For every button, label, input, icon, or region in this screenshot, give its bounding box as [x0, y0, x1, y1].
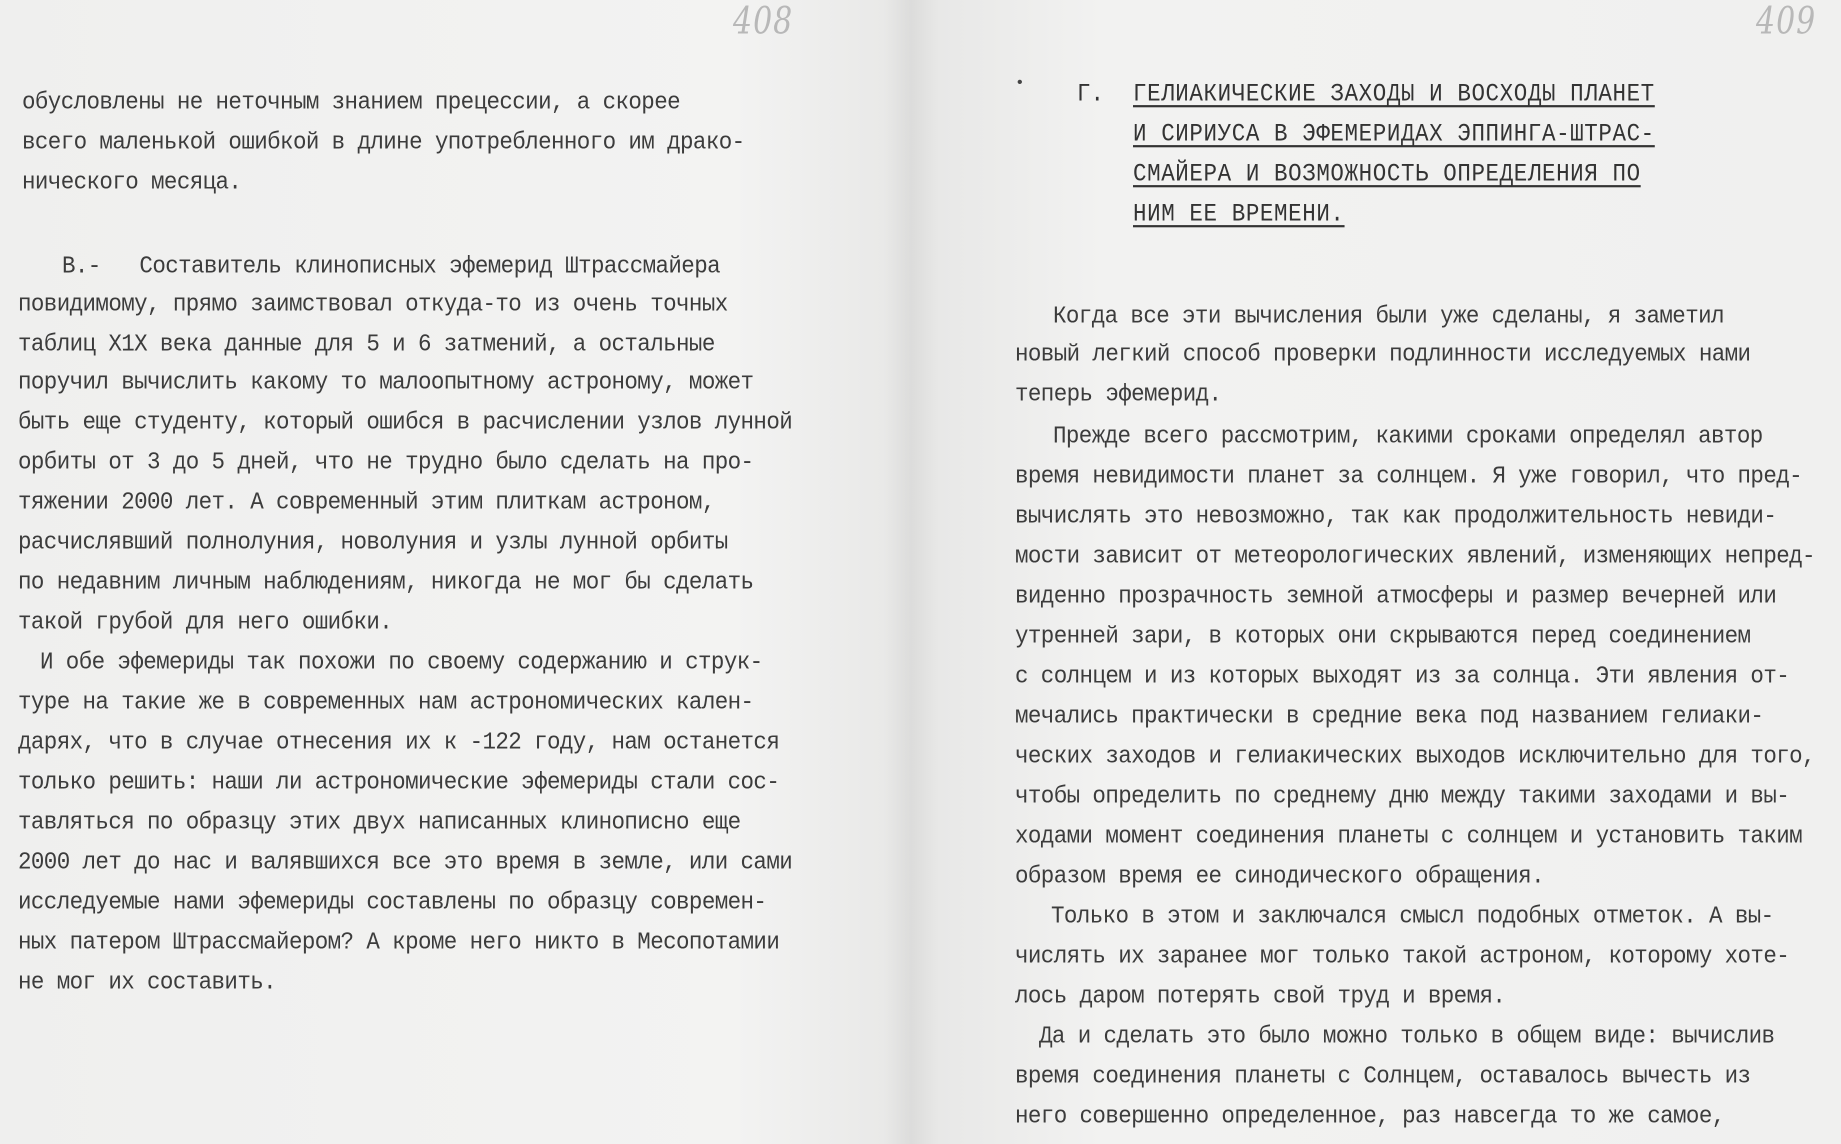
text-line: числять их заранее мог только такой астроном, которому хоте-	[1015, 941, 1790, 970]
text-line: Да и сделать это было можно только в общем виде: вычислив	[1039, 1021, 1775, 1050]
text-line: ходами момент соединения планеты с солнцем и установить таким	[1015, 821, 1803, 850]
text-line: не мог их составить.	[18, 967, 277, 996]
text-line: быть еще студенту, который ошибся в расчислении узлов лунной	[18, 407, 793, 436]
page-number-left: 408	[733, 0, 794, 44]
text-line: Прежде всего рассмотрим, какими сроками определял автор	[1053, 421, 1763, 450]
page-number-right: 409	[1756, 0, 1817, 44]
text-line: ческих заходов и гелиакических выходов исключительно для того,	[1015, 741, 1815, 770]
text-line: таблиц X1X века данные для 5 и 6 затмений, а остальные	[18, 329, 715, 358]
text-line: с солнцем и из которых выходят из за солнца. Эти явления от-	[1015, 661, 1790, 690]
margin-mark: •	[1015, 74, 1025, 92]
section-heading-line: И СИРИУСА В ЭФЕМЕРИДАХ ЭППИНГА-ШТРАС-	[1133, 119, 1655, 149]
text-line: 2000 лет до нас и валявшихся все это время в земле, или сами	[18, 847, 793, 876]
text-line: мости зависит от метеорологических явлений, изменяющих непред-	[1015, 541, 1815, 570]
section-heading-line: НИМ ЕЕ ВРЕМЕНИ.	[1133, 199, 1345, 229]
text-line: дарях, что в случае отнесения их к -122 году, нам останется	[18, 727, 780, 756]
text-line: всего маленькой ошибкой в длине употребленного им драко-	[22, 127, 745, 156]
text-line: чтобы определить по среднему дню между такими заходами и вы-	[1015, 781, 1790, 810]
text-line: мечались практически в средние века под названием гелиаки-	[1015, 701, 1764, 730]
text-line: тяжении 2000 лет. А современный этим плиткам астроном,	[18, 487, 715, 516]
text-line: вычислять это невозможно, так как продолжительность невиди-	[1015, 501, 1777, 530]
text-line: Только в этом и заключался смысл подобных отметок. А вы-	[1051, 901, 1774, 930]
text-line: только решить: наши ли астрономические эфемериды стали сос-	[18, 767, 780, 796]
text-line: образом время ее синодического обращения.	[1015, 861, 1544, 890]
text-line: обусловлены не неточным знанием прецессии, а скорее	[22, 87, 681, 116]
text-line: поручил вычислить какому то малоопытному астроному, может	[18, 367, 754, 396]
text-line: время невидимости планет за солнцем. Я уже говорил, что пред-	[1015, 461, 1803, 490]
text-line: расчислявший полнолуния, новолуния и узлы лунной орбиты	[18, 527, 728, 556]
text-line: Когда все эти вычисления были уже сделаны, я заметил	[1053, 301, 1724, 330]
section-heading-line: СМАЙЕРА И ВОЗМОЖНОСТЬ ОПРЕДЕЛЕНИЯ ПО	[1133, 159, 1641, 189]
text-line: время соединения планеты с Солнцем, оставалось вычесть из	[1015, 1061, 1751, 1090]
text-line: туре на такие же в современных нам астрономических кален-	[18, 687, 754, 716]
text-line: него совершенно определенное, раз навсегда то же самое,	[1015, 1101, 1725, 1130]
text-line: ных патером Штрассмайером? А кроме него никто в Месопотамии	[18, 927, 780, 956]
section-heading-line: ГЕЛИАКИЧЕСКИЕ ЗАХОДЫ И ВОСХОДЫ ПЛАНЕТ	[1133, 79, 1655, 109]
text-line: нического месяца.	[22, 167, 242, 196]
text-line: такой грубой для него ошибки.	[18, 607, 393, 636]
text-line: орбиты от 3 до 5 дней, что не трудно было сделать на про-	[18, 447, 754, 476]
text-line: В.- Составитель клинописных эфемерид Штрассмайера	[62, 251, 721, 280]
text-line: исследуемые нами эфемериды составлены по образцу современ-	[18, 887, 767, 916]
text-line: повидимому, прямо заимствовал откуда-то из очень точных	[18, 289, 728, 318]
text-line: по недавним личным наблюдениям, никогда не мог бы сделать	[18, 567, 754, 596]
text-line: лось даром потерять свой труд и время.	[1015, 981, 1506, 1010]
text-line: новый легкий способ проверки подлинности исследуемых нами	[1015, 339, 1751, 368]
text-line: виденно прозрачность земной атмосферы и размер вечерней или	[1015, 581, 1777, 610]
text-line: И обе эфемериды так похожи по своему содержанию и струк-	[40, 647, 763, 676]
section-letter: Г.	[1077, 79, 1105, 109]
text-line: тавляться по образцу этих двух написанных клинописно еще	[18, 807, 741, 836]
text-line: утренней зари, в которых они скрываются перед соединением	[1015, 621, 1751, 650]
text-line: теперь эфемерид.	[1015, 379, 1222, 408]
